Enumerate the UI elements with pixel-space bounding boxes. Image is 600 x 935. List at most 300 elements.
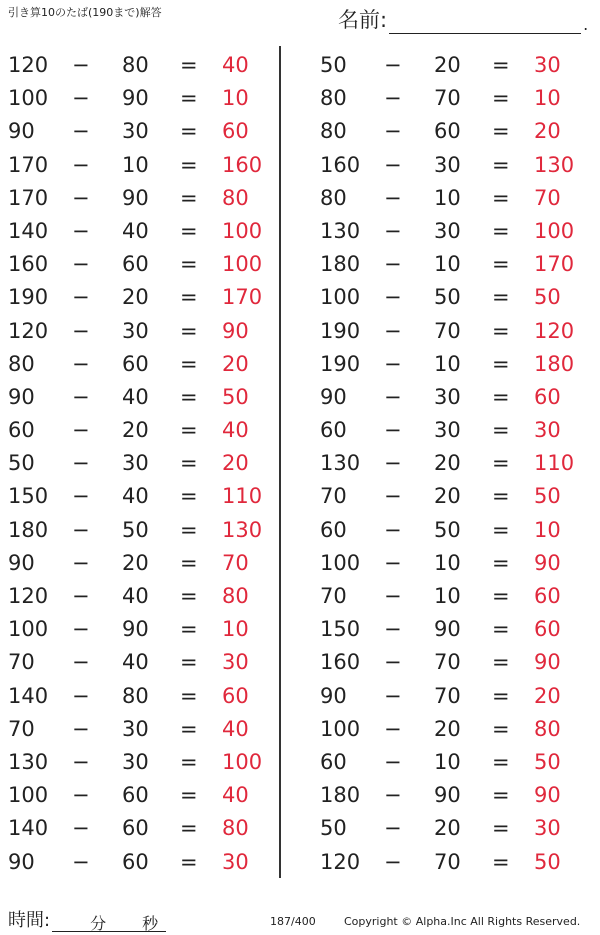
problem-row — [0, 779, 270, 812]
minuend: 70 — [320, 484, 347, 509]
minuend: 100 — [320, 550, 361, 575]
subtrahend: 30 — [122, 318, 149, 343]
minuend: 150 — [8, 484, 49, 509]
equals-sign: = — [492, 53, 510, 77]
problem-row — [0, 182, 270, 215]
subtrahend: 10 — [434, 351, 461, 376]
equals-sign: = — [180, 650, 198, 675]
minuend: 190 — [320, 351, 361, 376]
problem-row — [312, 746, 582, 779]
equals-sign: = — [492, 252, 510, 277]
equals-sign: = — [180, 252, 198, 277]
time-underline — [52, 911, 166, 932]
minus-sign: − — [384, 451, 402, 476]
minus-sign: − — [72, 683, 90, 708]
subtrahend: 60 — [122, 816, 149, 841]
time-label: 時間: — [8, 910, 51, 931]
problem-row — [0, 613, 270, 646]
minuend: 60 — [320, 517, 347, 542]
subtrahend: 70 — [434, 318, 461, 343]
problem-row — [0, 381, 270, 414]
problem-row — [312, 414, 582, 447]
problem-row — [0, 82, 270, 115]
subtrahend: 50 — [122, 517, 149, 542]
minus-sign: − — [72, 749, 90, 774]
worksheet-title: 引き算10のたば(190まで)解答 — [8, 6, 162, 19]
subtrahend: 40 — [122, 584, 149, 608]
equals-sign: = — [492, 119, 510, 144]
answer: 100 — [222, 252, 263, 277]
minus-sign: − — [72, 218, 90, 243]
equals-sign: = — [492, 218, 510, 243]
equals-sign: = — [492, 550, 510, 575]
problem-row — [312, 779, 582, 812]
minuend: 90 — [320, 683, 347, 708]
subtrahend: 40 — [122, 384, 149, 409]
subtrahend: 40 — [122, 650, 149, 675]
problem-row — [0, 746, 270, 779]
answer: 30 — [534, 53, 561, 77]
subtrahend: 90 — [434, 617, 461, 642]
answer: 10 — [222, 617, 249, 642]
minuend: 60 — [320, 749, 347, 774]
subtrahend: 20 — [122, 550, 149, 575]
equals-sign: = — [180, 53, 198, 77]
minuend: 140 — [8, 218, 49, 243]
equals-sign: = — [492, 484, 510, 509]
problem-row — [312, 182, 582, 215]
answer: 40 — [222, 53, 249, 77]
equals-sign: = — [492, 384, 510, 409]
answer: 90 — [534, 783, 561, 808]
equals-sign: = — [492, 849, 510, 874]
equals-sign: = — [492, 749, 510, 774]
problem-row — [0, 646, 270, 679]
minus-sign: − — [72, 816, 90, 841]
problem-row — [312, 580, 582, 613]
minuend: 130 — [320, 451, 361, 476]
equals-sign: = — [180, 86, 198, 111]
equals-sign: = — [180, 152, 198, 177]
equals-sign: = — [492, 716, 510, 741]
equals-sign: = — [180, 351, 198, 376]
minuend: 120 — [8, 584, 49, 608]
equals-sign: = — [180, 584, 198, 608]
minuend: 130 — [8, 749, 49, 774]
problem-row — [312, 149, 582, 182]
minuend: 70 — [8, 716, 35, 741]
answer: 30 — [222, 650, 249, 675]
minuend: 120 — [320, 849, 361, 874]
problem-row — [312, 281, 582, 314]
minuend: 180 — [320, 252, 361, 277]
subtrahend: 30 — [122, 119, 149, 144]
minus-sign: − — [72, 384, 90, 409]
minus-sign: − — [384, 783, 402, 808]
equals-sign: = — [180, 451, 198, 476]
problem-row — [312, 447, 582, 480]
problem-row — [312, 82, 582, 115]
equals-sign: = — [180, 816, 198, 841]
minuend: 160 — [320, 152, 361, 177]
problem-row — [0, 281, 270, 314]
minus-sign: − — [384, 86, 402, 111]
problem-row — [0, 447, 270, 480]
answer: 60 — [222, 683, 249, 708]
minus-sign: − — [72, 783, 90, 808]
minus-sign: − — [384, 816, 402, 841]
minuend: 90 — [8, 384, 35, 409]
equals-sign: = — [492, 517, 510, 542]
problem-row — [0, 49, 270, 82]
subtrahend: 70 — [434, 683, 461, 708]
minus-sign: − — [72, 716, 90, 741]
answer: 70 — [222, 550, 249, 575]
equals-sign: = — [492, 418, 510, 443]
equals-sign: = — [180, 716, 198, 741]
answer: 90 — [534, 650, 561, 675]
minus-sign: − — [72, 484, 90, 509]
equals-sign: = — [492, 285, 510, 310]
answer: 100 — [222, 749, 263, 774]
time-field — [8, 906, 166, 932]
minus-sign: − — [72, 318, 90, 343]
subtrahend: 40 — [122, 484, 149, 509]
minuend: 160 — [8, 252, 49, 277]
problem-row — [0, 248, 270, 281]
equals-sign: = — [180, 683, 198, 708]
answer: 50 — [222, 384, 249, 409]
problem-row — [0, 680, 270, 713]
answer: 20 — [534, 119, 561, 144]
answer: 90 — [534, 550, 561, 575]
answer: 10 — [534, 86, 561, 111]
minuend: 90 — [320, 384, 347, 409]
answer: 80 — [222, 185, 249, 210]
problem-row — [0, 580, 270, 613]
problem-row — [312, 115, 582, 148]
answer: 100 — [534, 218, 575, 243]
problem-row — [312, 248, 582, 281]
minuend: 180 — [320, 783, 361, 808]
minus-sign: − — [384, 683, 402, 708]
minus-sign: − — [384, 119, 402, 144]
minuend: 50 — [8, 451, 35, 476]
subtrahend: 30 — [122, 451, 149, 476]
answer: 180 — [534, 351, 575, 376]
minus-sign: − — [384, 849, 402, 874]
answer: 50 — [534, 749, 561, 774]
minus-sign: − — [384, 749, 402, 774]
minus-sign: − — [72, 617, 90, 642]
minus-sign: − — [384, 152, 402, 177]
subtrahend: 20 — [434, 716, 461, 741]
answer: 20 — [222, 451, 249, 476]
answer: 170 — [222, 285, 263, 310]
answer: 110 — [534, 451, 575, 476]
subtrahend: 50 — [434, 517, 461, 542]
minus-sign: − — [384, 252, 402, 277]
name-field — [338, 4, 588, 34]
subtrahend: 90 — [122, 617, 149, 642]
minuend: 90 — [8, 550, 35, 575]
minuend: 80 — [320, 119, 347, 144]
equals-sign: = — [180, 484, 198, 509]
minuend: 100 — [8, 617, 49, 642]
subtrahend: 90 — [434, 783, 461, 808]
minus-sign: − — [384, 617, 402, 642]
minus-sign: − — [72, 584, 90, 608]
minus-sign: − — [384, 185, 402, 210]
problem-row — [312, 613, 582, 646]
subtrahend: 30 — [434, 418, 461, 443]
answer: 120 — [534, 318, 575, 343]
equals-sign: = — [492, 451, 510, 476]
problems-left-column — [0, 49, 270, 879]
minus-sign: − — [384, 418, 402, 443]
answer: 60 — [534, 384, 561, 409]
minuend: 190 — [8, 285, 49, 310]
minus-sign: − — [384, 716, 402, 741]
subtrahend: 10 — [434, 584, 461, 608]
minuend: 170 — [8, 185, 49, 210]
subtrahend: 20 — [434, 816, 461, 841]
minus-sign: − — [384, 218, 402, 243]
equals-sign: = — [180, 185, 198, 210]
subtrahend: 30 — [122, 716, 149, 741]
minus-sign: − — [72, 517, 90, 542]
minus-sign: − — [72, 285, 90, 310]
minutes-label: 分 — [90, 914, 107, 933]
minuend: 120 — [8, 318, 49, 343]
problem-row — [312, 49, 582, 82]
problem-row — [0, 812, 270, 845]
problem-row — [312, 381, 582, 414]
name-label: 名前: — [338, 8, 388, 32]
answer: 80 — [534, 716, 561, 741]
answer: 90 — [222, 318, 249, 343]
problem-row — [312, 514, 582, 547]
subtrahend: 40 — [122, 218, 149, 243]
minus-sign: − — [72, 451, 90, 476]
equals-sign: = — [180, 384, 198, 409]
answer: 170 — [534, 252, 575, 277]
problem-row — [312, 547, 582, 580]
minuend: 140 — [8, 816, 49, 841]
problems-right-column — [312, 49, 582, 879]
minuend: 100 — [320, 285, 361, 310]
equals-sign: = — [180, 318, 198, 343]
answer: 130 — [534, 152, 575, 177]
subtrahend: 90 — [122, 86, 149, 111]
equals-sign: = — [180, 550, 198, 575]
minus-sign: − — [72, 418, 90, 443]
minuend: 150 — [320, 617, 361, 642]
problem-row — [312, 846, 582, 879]
minus-sign: − — [384, 517, 402, 542]
answer: 50 — [534, 484, 561, 509]
subtrahend: 80 — [122, 683, 149, 708]
minuend: 90 — [8, 849, 35, 874]
equals-sign: = — [492, 185, 510, 210]
answer: 30 — [534, 418, 561, 443]
subtrahend: 90 — [122, 185, 149, 210]
answer: 50 — [534, 849, 561, 874]
subtrahend: 20 — [434, 484, 461, 509]
equals-sign: = — [492, 683, 510, 708]
subtrahend: 30 — [434, 152, 461, 177]
minuend: 100 — [8, 783, 49, 808]
minuend: 100 — [8, 86, 49, 111]
problem-row — [0, 215, 270, 248]
minuend: 80 — [8, 351, 35, 376]
problem-row — [0, 414, 270, 447]
answer: 40 — [222, 716, 249, 741]
minus-sign: − — [72, 53, 90, 77]
minuend: 80 — [320, 185, 347, 210]
answer: 10 — [534, 517, 561, 542]
subtrahend: 10 — [122, 152, 149, 177]
answer: 60 — [222, 119, 249, 144]
problem-row — [312, 713, 582, 746]
answer: 80 — [222, 816, 249, 841]
subtrahend: 10 — [434, 252, 461, 277]
subtrahend: 20 — [434, 451, 461, 476]
subtrahend: 60 — [122, 783, 149, 808]
minuend: 140 — [8, 683, 49, 708]
answer: 50 — [534, 285, 561, 310]
problem-row — [0, 480, 270, 513]
equals-sign: = — [180, 783, 198, 808]
minus-sign: − — [384, 584, 402, 608]
equals-sign: = — [180, 849, 198, 874]
minus-sign: − — [384, 285, 402, 310]
subtrahend: 60 — [434, 119, 461, 144]
minus-sign: − — [384, 484, 402, 509]
minus-sign: − — [72, 185, 90, 210]
problem-row — [0, 547, 270, 580]
problem-row — [312, 215, 582, 248]
minus-sign: − — [72, 152, 90, 177]
problem-row — [312, 315, 582, 348]
minuend: 70 — [8, 650, 35, 675]
problem-row — [312, 680, 582, 713]
minuend: 100 — [320, 716, 361, 741]
answer: 80 — [222, 584, 249, 608]
minuend: 170 — [8, 152, 49, 177]
subtrahend: 30 — [122, 749, 149, 774]
equals-sign: = — [180, 119, 198, 144]
minuend: 180 — [8, 517, 49, 542]
minuend: 60 — [8, 418, 35, 443]
subtrahend: 20 — [122, 418, 149, 443]
minuend: 50 — [320, 53, 347, 77]
subtrahend: 60 — [122, 252, 149, 277]
problem-row — [0, 348, 270, 381]
problem-row — [0, 514, 270, 547]
minuend: 120 — [8, 53, 49, 77]
copyright-notice: Copyright © Alpha.Inc All Rights Reserved. — [344, 915, 581, 928]
minus-sign: − — [384, 318, 402, 343]
answer: 70 — [534, 185, 561, 210]
equals-sign: = — [492, 584, 510, 608]
equals-sign: = — [492, 318, 510, 343]
problem-row — [0, 315, 270, 348]
minuend: 50 — [320, 816, 347, 841]
answer: 20 — [222, 351, 249, 376]
equals-sign: = — [180, 218, 198, 243]
problem-row — [312, 348, 582, 381]
equals-sign: = — [492, 152, 510, 177]
answer: 30 — [534, 816, 561, 841]
answer: 110 — [222, 484, 263, 509]
subtrahend: 50 — [434, 285, 461, 310]
equals-sign: = — [492, 816, 510, 841]
subtrahend: 10 — [434, 185, 461, 210]
minus-sign: − — [72, 849, 90, 874]
equals-sign: = — [180, 285, 198, 310]
answer: 160 — [222, 152, 263, 177]
answer: 100 — [222, 218, 263, 243]
column-divider — [279, 46, 281, 878]
problem-row — [0, 149, 270, 182]
minuend: 190 — [320, 318, 361, 343]
subtrahend: 10 — [434, 550, 461, 575]
minus-sign: − — [384, 650, 402, 675]
subtrahend: 30 — [434, 218, 461, 243]
answer: 20 — [534, 683, 561, 708]
subtrahend: 30 — [434, 384, 461, 409]
equals-sign: = — [180, 617, 198, 642]
answer: 60 — [534, 584, 561, 608]
page-number: 187/400 — [270, 915, 316, 928]
equals-sign: = — [492, 617, 510, 642]
answer: 10 — [222, 86, 249, 111]
answer: 40 — [222, 783, 249, 808]
equals-sign: = — [180, 418, 198, 443]
problem-row — [0, 846, 270, 879]
subtrahend: 20 — [434, 53, 461, 77]
minuend: 70 — [320, 584, 347, 608]
minus-sign: − — [384, 53, 402, 77]
problem-row — [312, 480, 582, 513]
minus-sign: − — [72, 351, 90, 376]
minus-sign: − — [384, 351, 402, 376]
equals-sign: = — [492, 783, 510, 808]
minus-sign: − — [384, 384, 402, 409]
answer: 60 — [534, 617, 561, 642]
minuend: 130 — [320, 218, 361, 243]
name-underline — [389, 11, 581, 34]
problem-row — [312, 812, 582, 845]
problem-row — [312, 646, 582, 679]
subtrahend: 70 — [434, 650, 461, 675]
answer: 30 — [222, 849, 249, 874]
name-end-dot: . — [583, 15, 589, 34]
subtrahend: 20 — [122, 285, 149, 310]
equals-sign: = — [180, 517, 198, 542]
subtrahend: 60 — [122, 351, 149, 376]
problem-row — [0, 713, 270, 746]
subtrahend: 70 — [434, 849, 461, 874]
equals-sign: = — [180, 749, 198, 774]
minus-sign: − — [72, 86, 90, 111]
minuend: 80 — [320, 86, 347, 111]
minus-sign: − — [72, 650, 90, 675]
problem-row — [0, 115, 270, 148]
subtrahend: 10 — [434, 749, 461, 774]
minuend: 90 — [8, 119, 35, 144]
